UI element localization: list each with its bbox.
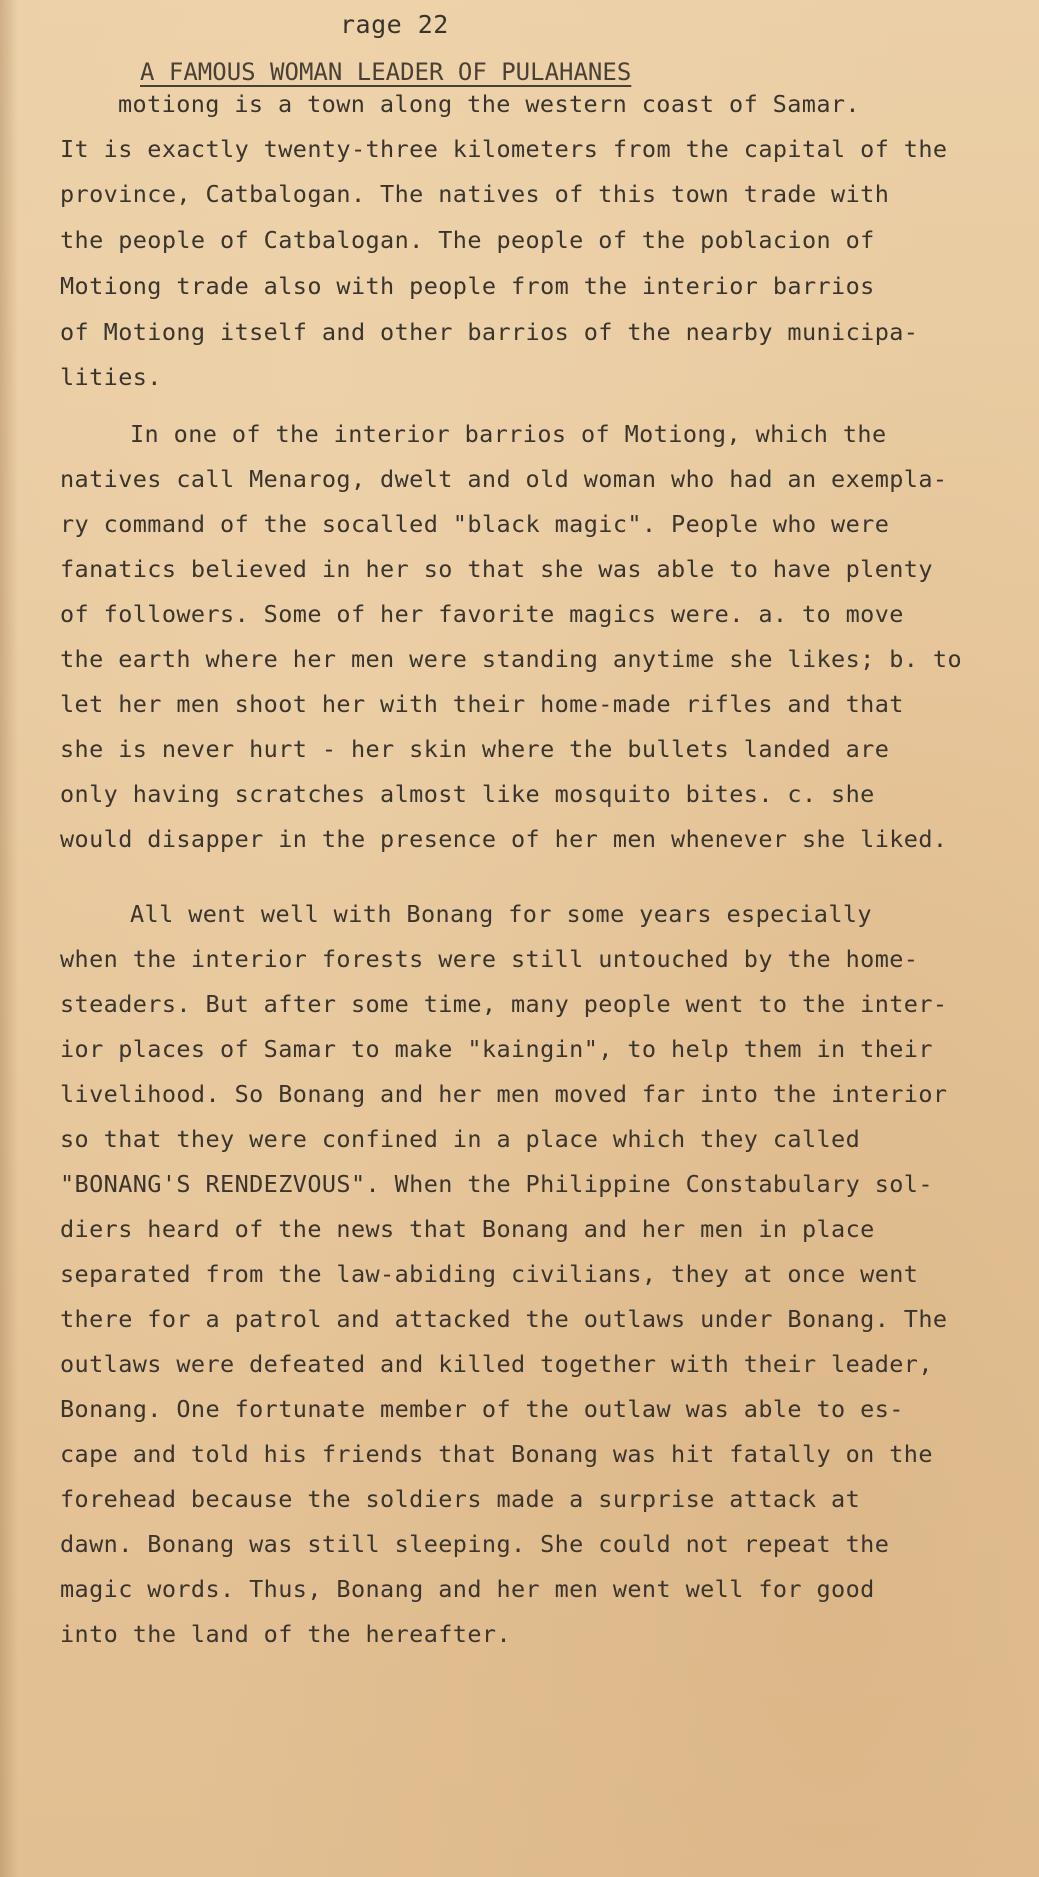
text-line: natives call Menarog, dwelt and old woman who had an exempla- [60, 465, 948, 493]
text-line: separated from the law-abiding civilians, they at once went [60, 1260, 919, 1288]
text-line: province, Catbalogan. The natives of this town trade with [60, 180, 890, 208]
text-line: would disapper in the presence of her men whenever she liked. [60, 825, 948, 853]
text-line: fanatics believed in her so that she was able to have plenty [60, 555, 933, 583]
text-line: It is exactly twenty-three kilometers from the capital of the [60, 135, 948, 163]
text-line: into the land of the hereafter. [60, 1620, 511, 1648]
page-number: rage 22 [340, 10, 449, 39]
text-line: of followers. Some of her favorite magics were. a. to move [60, 600, 904, 628]
text-line: dawn. Bonang was still sleeping. She could not repeat the [60, 1530, 890, 1558]
text-line: so that they were confined in a place which they called [60, 1125, 861, 1153]
document-title: A FAMOUS WOMAN LEADER OF PULAHANES [140, 58, 632, 86]
text-line: lities. [60, 363, 162, 391]
text-line: livelihood. So Bonang and her men moved far into the interior [60, 1080, 948, 1108]
text-line: In one of the interior barrios of Motiong, which the [130, 420, 887, 448]
text-line: ior places of Samar to make "kaingin", to help them in their [60, 1035, 933, 1063]
text-line: she is never hurt - her skin where the bullets landed are [60, 735, 890, 763]
text-line: forehead because the soldiers made a surprise attack at [60, 1485, 861, 1513]
text-line: cape and told his friends that Bonang was hit fatally on the [60, 1440, 933, 1468]
text-line: the people of Catbalogan. The people of the poblacion of [60, 226, 875, 254]
text-line: diers heard of the news that Bonang and her men in place [60, 1215, 875, 1243]
text-line: steaders. But after some time, many people went to the inter- [60, 990, 948, 1018]
text-line: Motiong trade also with people from the interior barrios [60, 272, 875, 300]
text-line: "BONANG'S RENDEZVOUS". When the Philippine Constabulary sol- [60, 1170, 933, 1198]
text-line: motiong is a town along the western coast of Samar. [118, 90, 860, 118]
text-line: All went well with Bonang for some years especially [130, 900, 872, 928]
text-line: of Motiong itself and other barrios of the nearby municipa- [60, 318, 919, 346]
text-line: magic words. Thus, Bonang and her men went well for good [60, 1575, 875, 1603]
text-line: let her men shoot her with their home-made rifles and that [60, 690, 904, 718]
text-line: ry command of the socalled "black magic". People who were [60, 510, 890, 538]
text-line: only having scratches almost like mosquito bites. c. she [60, 780, 875, 808]
text-line: there for a patrol and attacked the outlaws under Bonang. The [60, 1305, 948, 1333]
text-line: Bonang. One fortunate member of the outlaw was able to es- [60, 1395, 904, 1423]
text-line: the earth where her men were standing anytime she likes; b. to [60, 645, 962, 673]
text-line: outlaws were defeated and killed together with their leader, [60, 1350, 933, 1378]
text-line: when the interior forests were still untouched by the home- [60, 945, 919, 973]
